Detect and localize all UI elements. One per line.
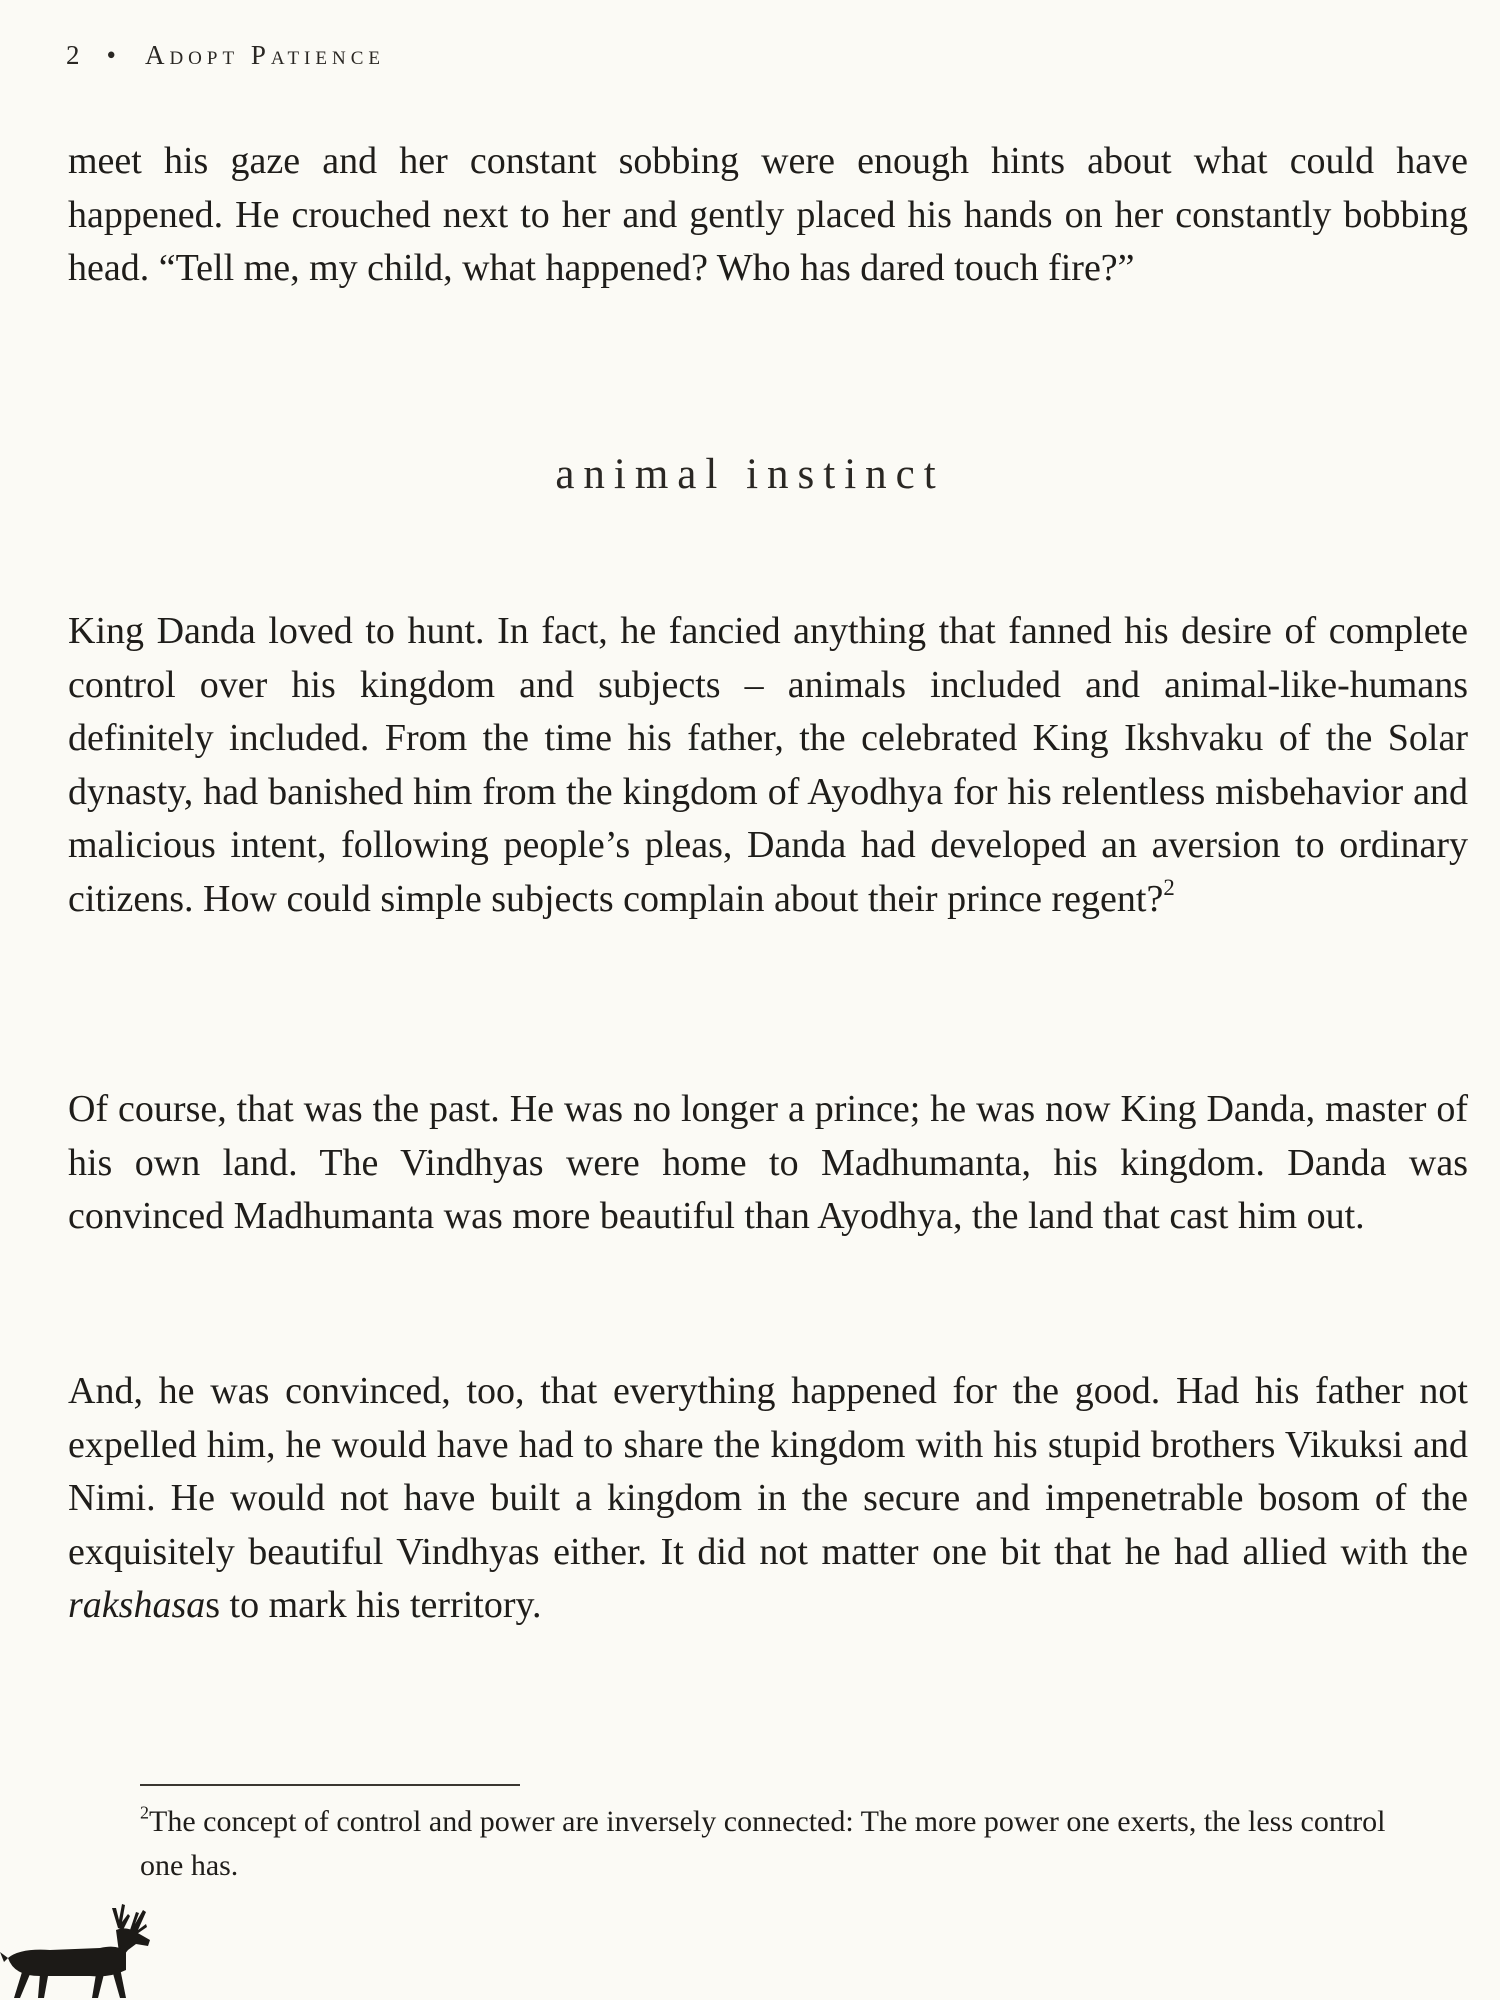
book-section-title: Adopt Patience bbox=[144, 40, 385, 70]
section-heading: animal instinct bbox=[555, 451, 945, 498]
paragraph-text: And, he was convinced, too, that everything happened for the good. Had his father not expelled him, he would have had to share the kingdom with his stupid brothers Vikuksi and Nimi. He would not have built a kingdom in the secure and impenetrable bosom of the exquisitely beautiful Vindhyas either. It did not matter one bit that he had allied with the bbox=[68, 1370, 1468, 1573]
footnote-divider bbox=[140, 1784, 520, 1786]
deer-silhouette-icon bbox=[0, 1900, 165, 2000]
footnote-marker: 2 bbox=[140, 1802, 149, 1823]
paragraph-text-end: s to mark his territory. bbox=[205, 1584, 542, 1626]
footnote-text: The concept of control and power are inversely connected: The more power one exerts, the less control one has. bbox=[140, 1805, 1386, 1882]
footnote-reference: 2 bbox=[1163, 874, 1175, 900]
opening-paragraph: meet his gaze and her constant sobbing were enough hints about what could have happened. He crouched next to her and gently placed his hands on her constantly bobbing head. “Tell me, my child, what happened? Who has dared touch fire?” bbox=[68, 140, 1468, 289]
italic-word: rakshasa bbox=[68, 1584, 206, 1626]
header-separator: • bbox=[106, 40, 119, 70]
paragraph-king-danda bbox=[68, 605, 1468, 926]
running-header bbox=[66, 40, 385, 71]
paragraph-and-he-was-convinced bbox=[68, 1365, 1468, 1633]
paragraph-text: King Danda loved to hunt. In fact, he fancied anything that fanned his desire of complete control over his kingdom and subjects – animals included and animal-like-humans definitely included. From the time his father, the celebrated King Ikshvaku of the Solar dynasty, had banished him from the kingdom of Ayodhya for his relentless misbehavior and malicious intent, following people’s pleas, Danda had developed an aversion to ordinary citizens. How could simple subjects complain about their prince regent? bbox=[68, 610, 1468, 920]
footnote bbox=[140, 1800, 1405, 1888]
page-number: 2 bbox=[66, 40, 83, 70]
paragraph-of-course: Of course, that was the past. He was no longer a prince; he was now King Danda, master of his own land. The Vindhyas were home to Madhumanta, his kingdom. Danda was convinced Madhumanta was more beautiful than Ayodhya, the land that cast him out. bbox=[68, 1088, 1468, 1237]
